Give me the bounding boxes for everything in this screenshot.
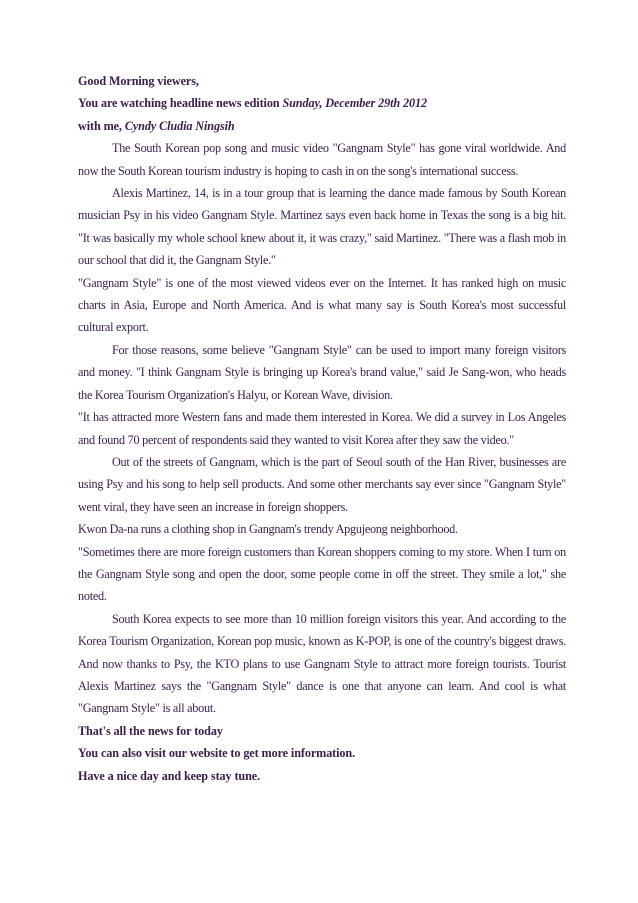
edition-prefix: You are watching headline news edition — [78, 96, 283, 111]
document-page — [78, 70, 566, 787]
anchor-line — [78, 115, 566, 137]
closing-line-1: That's all the news for today — [78, 723, 223, 738]
paragraph-1: The South Korean pop song and music video "Gangnam Style" has gone viral worldwide. And now the South Korean tourism industry is hoping to cash in on the song's international success. — [78, 141, 566, 178]
paragraph-3: "Gangnam Style" is one of the most viewed videos ever on the Internet. It has ranked high on music charts in Asia, Europe and North America. And is what many say is South Korea's most successful cultural export. — [78, 275, 566, 335]
anchor-name: Cyndy Cludia Ningsih — [124, 118, 235, 133]
closing-line-3: Have a nice day and keep stay tune. — [78, 768, 261, 783]
greeting-line: Good Morning viewers, — [78, 74, 199, 88]
paragraph-8: "Sometimes there are more foreign customers than Korean shoppers coming to my store. When I turn on the Gangnam Style song and open the door, some people come in off the street. They smile a lot," she noted. — [78, 544, 566, 604]
edition-date: Sunday, December 29th 2012 — [282, 96, 427, 111]
paragraph-2: Alexis Martinez, 14, is in a tour group that is learning the dance made famous by South Korean musician Psy in his video Gangnam Style. Martinez says even back home in Texas the song is a big hit. "It was basically my whole school knew about it, it was crazy," said Martinez. "There was a flash mob in our school that did it, the Gangnam Style." — [78, 186, 566, 268]
edition-line — [78, 92, 566, 114]
paragraph-7: Kwon Da-na runs a clothing shop in Gangnam's trendy Apgujeong neighborhood. — [78, 522, 458, 537]
paragraph-9: South Korea expects to see more than 10 million foreign visitors this year. And according to the Korea Tourism Organization, Korean pop music, known as K-POP, is one of the country's biggest draws. And now thanks to Psy, the KTO plans to use Gangnam Style to attract more foreign tourists. Tourist Alexis Martinez says the "Gangnam Style" dance is one that anyone can learn. And cool is what "Gangnam Style" is all about. — [78, 611, 566, 716]
paragraph-4: For those reasons, some believe "Gangnam Style" can be used to import many foreign visitors and money. "I think Gangnam Style is bringing up Korea's brand value," said Je Sang-won, who heads the Korea Tourism Organization's Halyu, or Korean Wave, division. — [78, 342, 566, 402]
closing-line-2: You can also visit our website to get more information. — [78, 746, 356, 761]
anchor-prefix: with me, — [78, 118, 125, 133]
paragraph-6: Out of the streets of Gangnam, which is the part of Seoul south of the Han River, businesses are using Psy and his song to help sell products. And some other merchants say ever since "Gangnam Style" went viral, they have seen an increase in foreign shoppers. — [78, 454, 566, 514]
paragraph-5: "It has attracted more Western fans and made them interested in Korea. We did a survey in Los Angeles and found 70 percent of respondents said they wanted to visit Korea after they saw the video." — [78, 410, 566, 447]
